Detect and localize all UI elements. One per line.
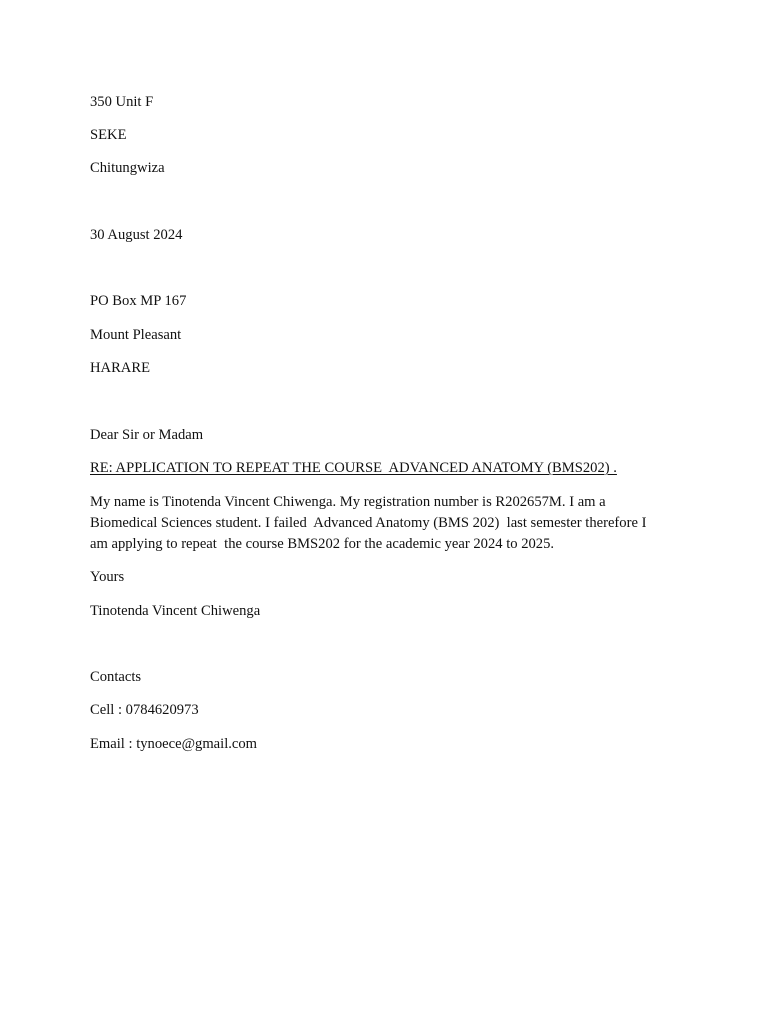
- letter-date: 30 August 2024: [90, 227, 183, 243]
- contact-email: Email : tynoece@gmail.com: [90, 736, 258, 752]
- recipient-address-line-2: Mount Pleasant: [90, 327, 182, 343]
- salutation: Dear Sir or Madam: [90, 427, 204, 443]
- sender-address-line-1: 350 Unit F: [90, 94, 154, 110]
- body-line-3: am applying to repeat the course BMS202 for the academic year 2024 to 2025.: [90, 536, 555, 552]
- signature-name: Tinotenda Vincent Chiwenga: [90, 603, 261, 619]
- recipient-address-line-3: HARARE: [90, 360, 150, 376]
- body-line-1: My name is Tinotenda Vincent Chiwenga. My registration number is R202657M. I am a: [90, 494, 606, 510]
- subject-line: RE: APPLICATION TO REPEAT THE COURSE ADVANCED ANATOMY (BMS202) .: [90, 460, 617, 476]
- contact-cell: Cell : 0784620973: [90, 702, 199, 718]
- contacts-heading: Contacts: [90, 669, 142, 685]
- recipient-address-line-1: PO Box MP 167: [90, 293, 187, 309]
- body-line-2: Biomedical Sciences student. I failed Advanced Anatomy (BMS 202) last semester therefore I: [90, 515, 647, 531]
- sender-address-line-3: Chitungwiza: [90, 160, 165, 176]
- sender-address-line-2: SEKE: [90, 127, 127, 143]
- closing: Yours: [90, 569, 125, 585]
